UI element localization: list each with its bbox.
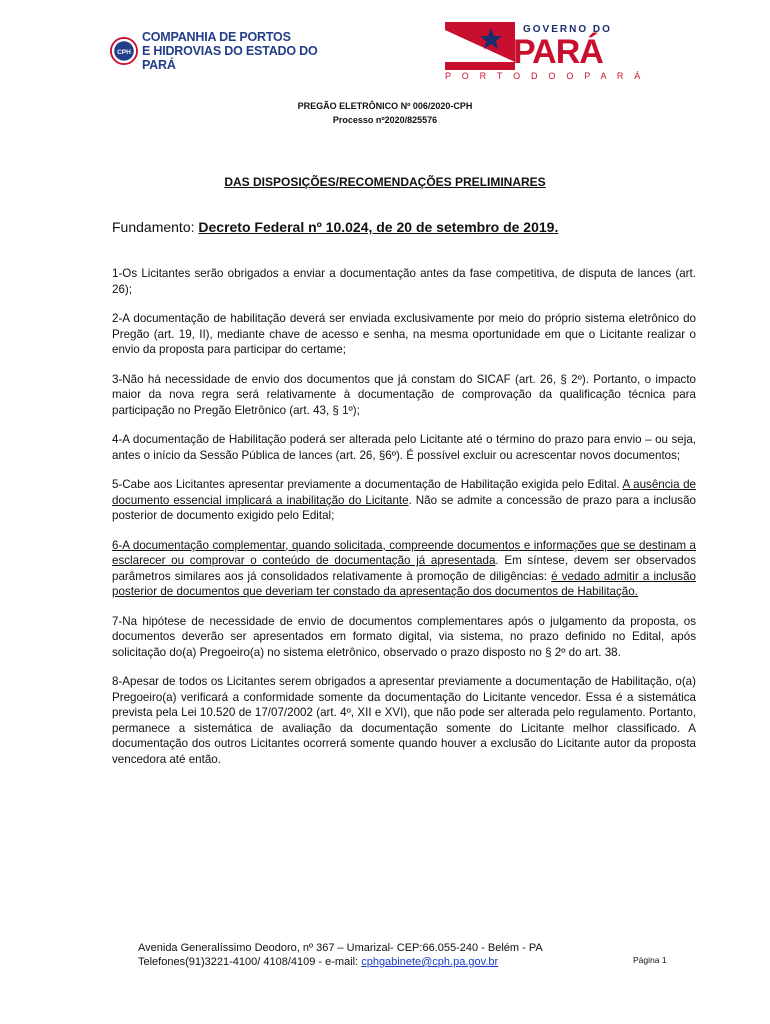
paragraph-5-part-c: . Não se admite a concessão de prazo para a inclusão posterior de documento exigido pelo Edital; — [112, 493, 696, 522]
paragraph-4: 4-A documentação de Habilitação poderá ser alterada pelo Licitante até o término do prazo para envio – ou seja, antes o início da Sessão Pública de lances (art. 26, §6º). É possível excluir ou acrescentar novos documentos; — [112, 433, 696, 462]
footer-email-link[interactable]: cphgabinete@cph.pa.gov.br — [361, 956, 499, 968]
footer-address: Avenida Generalíssimo Deodoro, nº 367 – Umarizal- CEP:66.055-240 - Belém - PA — [138, 942, 543, 954]
fundamento-label: Fundamento: — [112, 219, 199, 235]
paragraph-6 — [112, 538, 696, 600]
para-flag-icon — [445, 22, 515, 70]
cph-name-line1: COMPANHIA DE PORTOS — [141, 30, 291, 44]
paragraph-1: 1-Os Licitantes serão obrigados a enviar a documentação antes da fase competitiva, de disputa de lances (art. 26); — [112, 267, 696, 296]
cph-seal-text: CPH — [117, 48, 131, 56]
footer-phones: Telefones(91)3221-4100/ 4108/4109 - e-mail: — [138, 956, 362, 968]
paragraph-7: 7-Na hipótese de necessidade de envio de documentos complementares após o julgamento da proposta, os documentos deverão ser apresentados em formato digital, via sistema, no prazo definido no Edital, após solicitação do(a) Pregoeiro(a) no sistema eletrônico, observado o prazo disposto no § 2º do art. 38. — [112, 614, 696, 659]
cph-logo — [110, 26, 340, 76]
paragraph-2: 2-A documentação de habilitação deverá ser enviada exclusivamente por meio do próprio sistema eletrônico do Pregão (art. 19, II), mediante chave de acesso e senha, na mesma oportunidade em que o Licitante realizar o envio da proposta para participar do certame; — [112, 312, 696, 356]
footer — [138, 941, 543, 969]
paragraph-5 — [112, 477, 696, 524]
paragraph-5-part-a: 5-Cabe aos Licitantes apresentar previamente a documentação de Habilitação exigida pelo Edital. — [112, 478, 623, 491]
pregao-number: PREGÃO ELETRÔNICO Nº 006/2020-CPH — [297, 101, 473, 111]
cph-name — [142, 30, 340, 72]
gov-top-text: GOVERNO DO — [523, 24, 612, 35]
page-number: Página 1 — [633, 955, 667, 965]
gov-slogan: P O R T O D O O P A R Á — [445, 71, 645, 81]
paragraph-6-underlined-c: é vedado admitir a inclusão posterior de documentos que deveriam ter constado da apresentação dos documentos de Habilitação. — [112, 569, 696, 598]
gov-name: PARÁ — [513, 33, 603, 71]
section-title: DAS DISPOSIÇÕES/RECOMENDAÇÕES PRELIMINARES — [224, 175, 546, 189]
processo-number: Processo nº2020/825576 — [332, 115, 438, 125]
paragraph-6-part-b: . Em síntese, devem ser observados parâmetros similares aos já consolidados relativamente à promoção de diligências: — [112, 554, 697, 583]
footer-contact — [138, 955, 543, 969]
paragraph-5-underlined: A ausência de documento essencial implicará a inabilitação do Licitante — [112, 478, 696, 507]
fundamento — [112, 219, 558, 235]
paragraph-3: 3-Não há necessidade de envio dos documentos que já constam do SICAF (art. 26, § 2º). Portanto, o impacto maior da nova regra será relativamente à documentação de comprovação da qualificação técnica para participação no Pregão Eletrônico (art. 43, § 1º); — [112, 372, 696, 417]
paragraph-8: 8-Apesar de todos os Licitantes serem obrigados a apresentar previamente a documentação de Habilitação, o(a) Pregoeiro(a) verificará a conformidade somente da documentação do Licitante vencedor. Essa é a sistemática prevista pela Lei 10.520 de 17/07/2002 (art. 4º, XII e XVI), que não pode ser alterada pelo regulamento. Portanto, permanece a sistemática de avaliação da documentação somente do Licitante melhor classificado. A documentação dos outros Licitantes ocorrerá somente quando houver a exclusão do Licitante autor da proposta vencedora até então. — [112, 675, 696, 766]
cph-seal-icon — [110, 36, 138, 66]
body-paragraphs — [112, 266, 696, 781]
fundamento-value: Decreto Federal nº 10.024, de 20 de setembro de 2019. — [198, 219, 559, 235]
cph-name-line2: E HIDROVIAS DO ESTADO DO PARÁ — [141, 44, 318, 72]
paragraph-6-underlined-a: 6-A documentação complementar, quando solicitada, compreende documentos e informações que se destinam a esclarecer ou comprovar o conteúdo de documentação já apresentada — [112, 538, 696, 567]
governo-para-logo — [445, 20, 645, 82]
